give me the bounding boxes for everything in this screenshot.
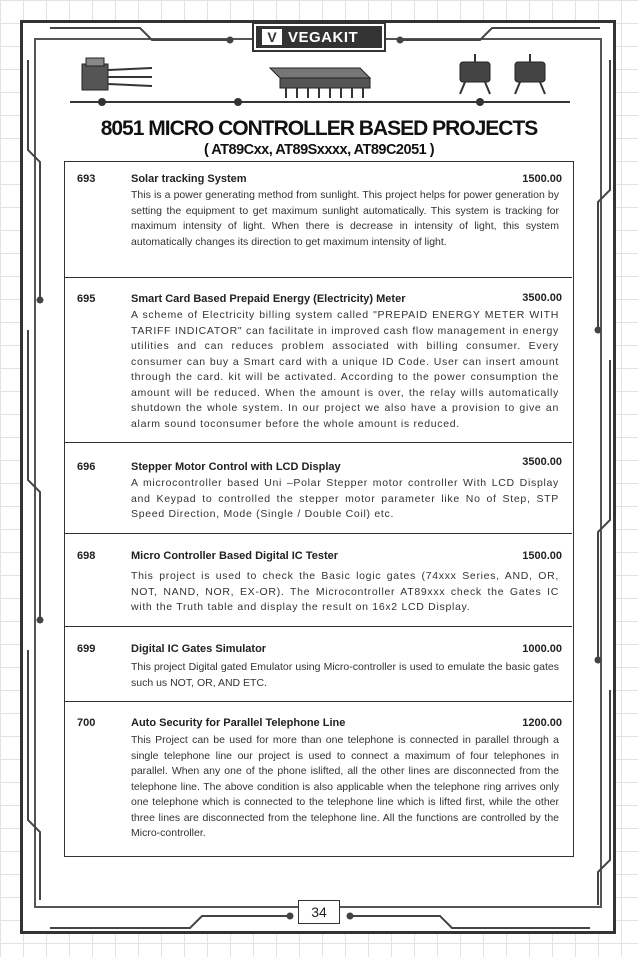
project-description: This Project can be used for more than one telephone is connected in parallel through a single telephone line our project is used to connect a maximum of four telephones in parallel. When any one of the phone islifted, all the other lines are disconnected from the telephone line. The above condition is also applicable when the telephone ring arrives only one telephone which is connected to the telephone line which is lifted first, while the other three lines are disconnected from the telephone line. All the functions are controlled by the Micro-controller.	[131, 734, 559, 839]
project-list	[64, 161, 574, 857]
project-description: This project is used to check the Basic logic gates (74xxx Series, AND, OR, NOT, NAND, NOR, EX-OR). The Microcontroller AT89xxx check the Gates IC with the Truth table and display the result on 16x2 LCD Display.	[131, 570, 559, 613]
project-title: Solar tracking System	[131, 173, 247, 185]
project-row	[65, 627, 572, 702]
project-price: 1000.00	[522, 643, 562, 655]
page-number: 34	[298, 900, 340, 924]
page-title: 8051 MICRO CONTROLLER BASED PROJECTS	[100, 117, 538, 140]
ic-chip-icon	[270, 68, 370, 98]
project-title: Micro Controller Based Digital IC Tester	[131, 550, 339, 562]
project-title: Smart Card Based Prepaid Energy (Electricity) Meter	[131, 293, 406, 305]
project-description: This project Digital gated Emulator using Micro-controller is used to emulate the basic gates such us NOT, OR, AND ETC.	[131, 661, 559, 689]
project-row	[65, 443, 572, 534]
smd-component-icon	[515, 54, 545, 94]
page-subtitle: ( AT89Cxx, AT89Sxxxx, AT89C2051 )	[203, 142, 435, 158]
project-price: 3500.00	[522, 292, 562, 304]
electronic-components-illustration	[60, 50, 580, 114]
logo-text: VEGAKIT	[288, 28, 359, 46]
project-row	[65, 162, 572, 278]
project-price: 3500.00	[522, 456, 562, 468]
project-row	[65, 702, 572, 855]
project-id: 699	[77, 643, 96, 655]
smd-component-icon	[460, 54, 490, 94]
project-row	[65, 278, 572, 443]
transistor-icon	[82, 58, 152, 90]
project-description: A microcontroller based Uni –Polar Stepper motor controller With LCD Display and Keypad to controlled the stepper motor parameter like No of Step, STP Speed Direction, Mode (Single / Double Coil) etc.	[131, 477, 559, 520]
project-price: 1200.00	[522, 717, 562, 729]
vegakit-logo	[254, 24, 384, 50]
project-price: 1500.00	[522, 550, 562, 562]
project-description: A scheme of Electricity billing system called "PREPAID ENERGY METER WITH TARIFF INDICATOR" can facilitate in improved cash flow management in energy utilities and can reduces problem associated with billing consumer. Every consumer can buy a Smart card with a unique ID Code. User can insert amount through the card. kit will be activated. According to the power consumption the amount will be reduced. When the amount is over, the relay wills automatically shutdown the whole system. In our project we also have a provision to give an alarm sound toconsumer before the whole amount is reduced.	[131, 309, 559, 430]
project-id: 695	[77, 293, 96, 305]
project-description: This is a power generating method from sunlight. This project helps for power generation by setting the equipment to get maximum sunlight automatically. This system is tracking for maximum intensity of light. When there is decrease in intensity of light, this system automatically changes its direction to get maximum intensity of light.	[131, 189, 559, 248]
project-title: Auto Security for Parallel Telephone Line	[131, 717, 346, 729]
project-row	[65, 534, 572, 627]
logo-mark: V	[262, 29, 282, 45]
project-id: 696	[77, 461, 96, 473]
project-title: Stepper Motor Control with LCD Display	[131, 461, 341, 473]
project-price: 1500.00	[522, 173, 562, 185]
project-title: Digital IC Gates Simulator	[131, 643, 267, 655]
project-id: 700	[77, 717, 96, 729]
project-id: 693	[77, 173, 96, 185]
project-id: 698	[77, 550, 96, 562]
